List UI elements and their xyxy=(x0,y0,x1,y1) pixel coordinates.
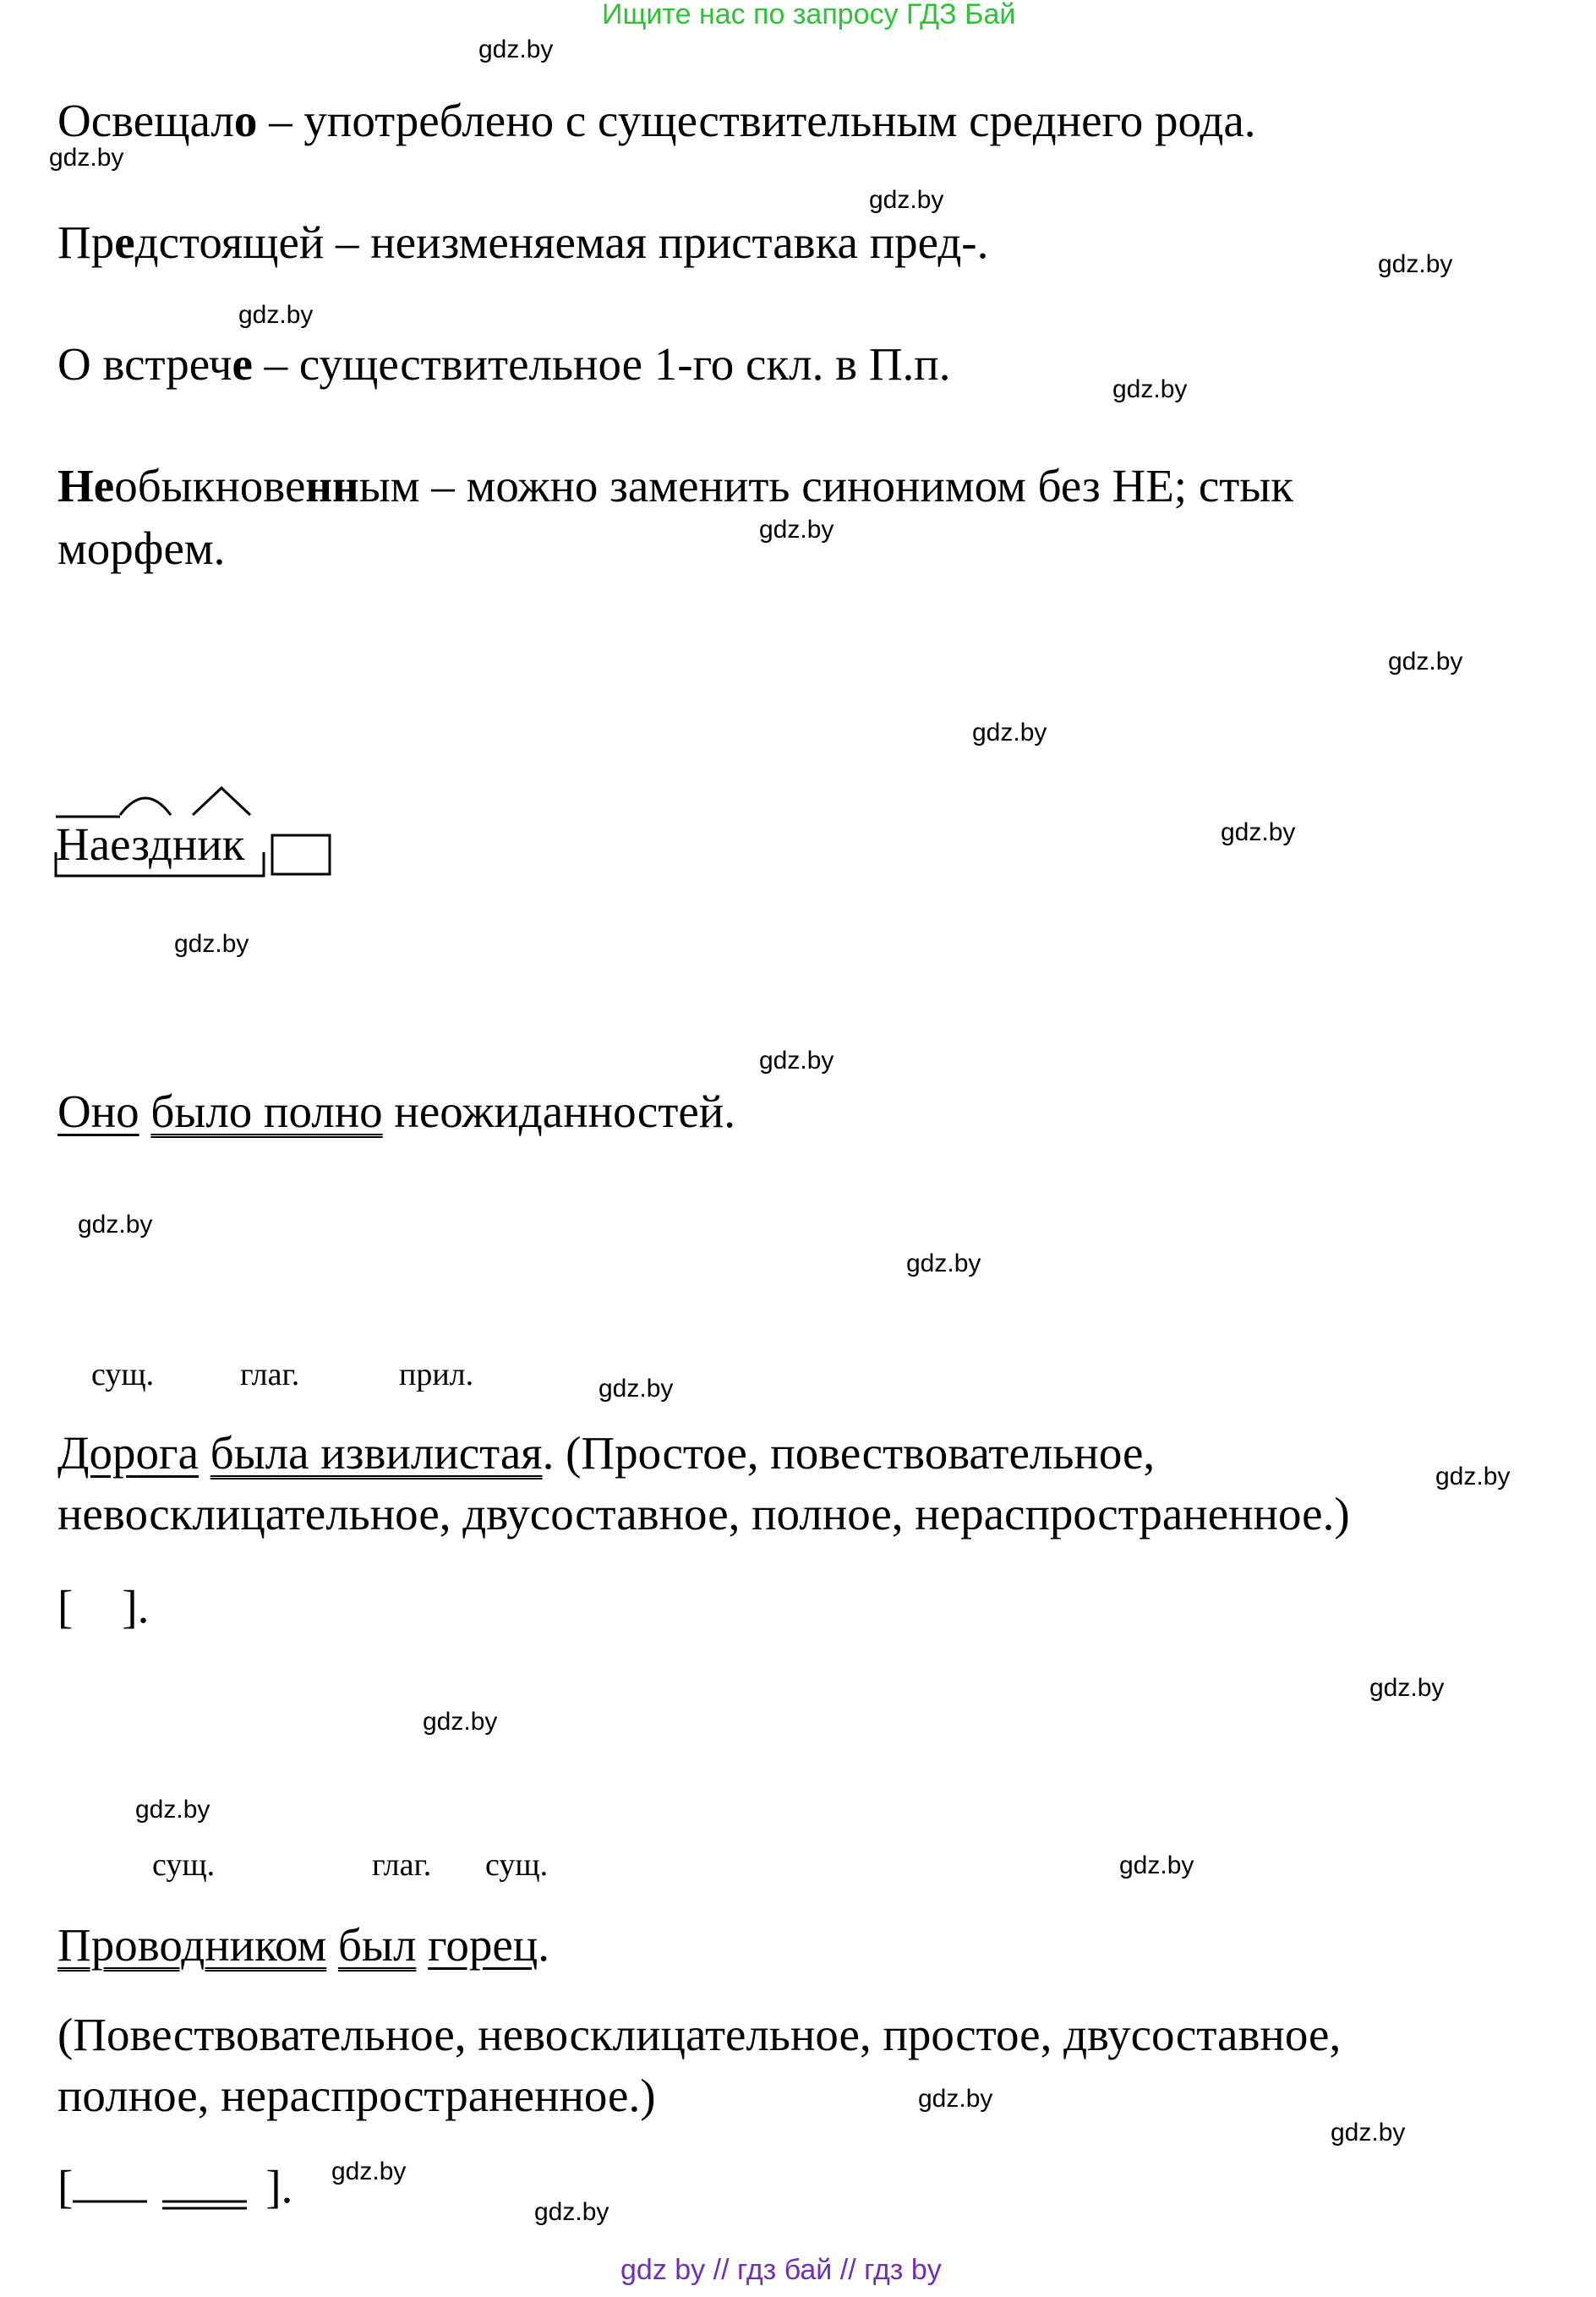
pos-label: глаг. xyxy=(372,1847,432,1883)
watermark: gdz.by xyxy=(972,719,1047,747)
pos-label: сущ. xyxy=(91,1357,155,1392)
predicate-verb: был xyxy=(338,1919,417,1971)
scheme-open: [ xyxy=(57,1581,74,1633)
watermark: gdz.by xyxy=(78,1211,153,1239)
explanation-line-4 xyxy=(57,455,1293,517)
watermark: gdz.by xyxy=(174,930,249,958)
predicate: было полно xyxy=(150,1086,383,1137)
word-part: Освещал xyxy=(57,95,234,146)
predicate: была извилистая xyxy=(210,1427,543,1479)
highlighted-letter: о xyxy=(233,95,258,146)
watermark: gdz.by xyxy=(49,144,124,172)
watermark: gdz.by xyxy=(1221,818,1296,846)
scheme-close: ]. xyxy=(265,2161,293,2212)
suffix-mark xyxy=(193,788,250,815)
watermark: gdz.by xyxy=(918,2085,993,2113)
watermark: gdz.by xyxy=(1388,648,1463,675)
word-part: Пр xyxy=(57,216,115,268)
subject: горец xyxy=(428,1919,538,1971)
watermark: gdz.by xyxy=(1331,2119,1406,2147)
word-part: обыкнове xyxy=(114,460,306,511)
watermark: gdz.by xyxy=(238,301,314,329)
watermark: gdz.by xyxy=(478,36,554,63)
parsed-word: Наездник xyxy=(56,818,245,870)
watermark: gdz.by xyxy=(869,186,944,214)
explanation-text: – употреблено с существительным среднего рода. xyxy=(257,95,1256,146)
sentence-2-cont: невосклицательное, двусоставное, полное, нераспространенное.) xyxy=(57,1488,1350,1540)
explanation-line-3 xyxy=(57,333,951,396)
sentence-scheme-1 xyxy=(57,1576,149,1638)
watermark: gdz.by xyxy=(598,1375,674,1403)
footer-links: gdz by // гдз бай // гдз by xyxy=(620,2254,942,2286)
watermark: gdz.by xyxy=(759,516,834,544)
watermark: gdz.by xyxy=(1378,250,1453,278)
scheme-2-marks xyxy=(73,2198,259,2215)
sentence-2 xyxy=(57,1422,1155,1485)
pos-label: сущ. xyxy=(152,1847,216,1883)
root-mark xyxy=(120,798,171,815)
subject: Оно xyxy=(57,1086,139,1137)
watermark: gdz.by xyxy=(423,1708,498,1736)
scheme-open: [ xyxy=(57,2161,74,2212)
sentence-rest: неожиданностей. xyxy=(382,1086,735,1137)
watermark: gdz.by xyxy=(759,1047,834,1075)
word-part: О встреч xyxy=(57,338,232,390)
sentence-3-desc-cont: полное, нераспространенное.) xyxy=(57,2070,656,2121)
pos-label: сущ. xyxy=(485,1847,549,1883)
sentence-3-desc: (Повествовательное, невосклицательное, простое, двусоставное, xyxy=(57,2009,1342,2060)
pos-label: прил. xyxy=(399,1357,474,1392)
highlighted-letter: е xyxy=(232,338,253,390)
explanation-text: – существительное 1-го скл. в П.п. xyxy=(252,338,951,390)
ending-mark xyxy=(272,835,330,874)
explanation-line-1 xyxy=(57,90,1256,152)
sentence-rest: . (Простое, повествовательное, xyxy=(542,1427,1156,1479)
sentence-end: . xyxy=(538,1919,549,1971)
highlighted-letter: е xyxy=(114,216,135,268)
watermark: gdz.by xyxy=(1119,1851,1194,1879)
highlighted-letters: нн xyxy=(305,460,359,511)
watermark: gdz.by xyxy=(534,2198,609,2226)
explanation-text: дстоящей – неизменяемая приставка пред-. xyxy=(134,216,989,268)
sentence-3 xyxy=(57,1914,549,1977)
explanation-text: ым – можно заменить синонимом без НЕ; стык xyxy=(358,460,1293,511)
scheme-close: ]. xyxy=(122,1581,150,1633)
watermark: gdz.by xyxy=(135,1796,210,1824)
pos-label: глаг. xyxy=(240,1357,300,1392)
highlighted-letters: Не xyxy=(57,460,115,511)
predicate-noun: Проводником xyxy=(57,1919,327,1971)
watermark: gdz.by xyxy=(331,2158,407,2185)
watermark: gdz.by xyxy=(1112,375,1188,403)
top-banner: Ищите нас по запросу ГДЗ Бай xyxy=(602,0,1016,30)
sentence-1 xyxy=(57,1080,735,1143)
explanation-line-2 xyxy=(57,211,988,274)
watermark: gdz.by xyxy=(1435,1463,1511,1490)
watermark: gdz.by xyxy=(1369,1674,1445,1702)
explanation-line-4-cont: морфем. xyxy=(57,522,226,574)
watermark: gdz.by xyxy=(906,1250,981,1277)
subject: Дорога xyxy=(57,1427,199,1479)
